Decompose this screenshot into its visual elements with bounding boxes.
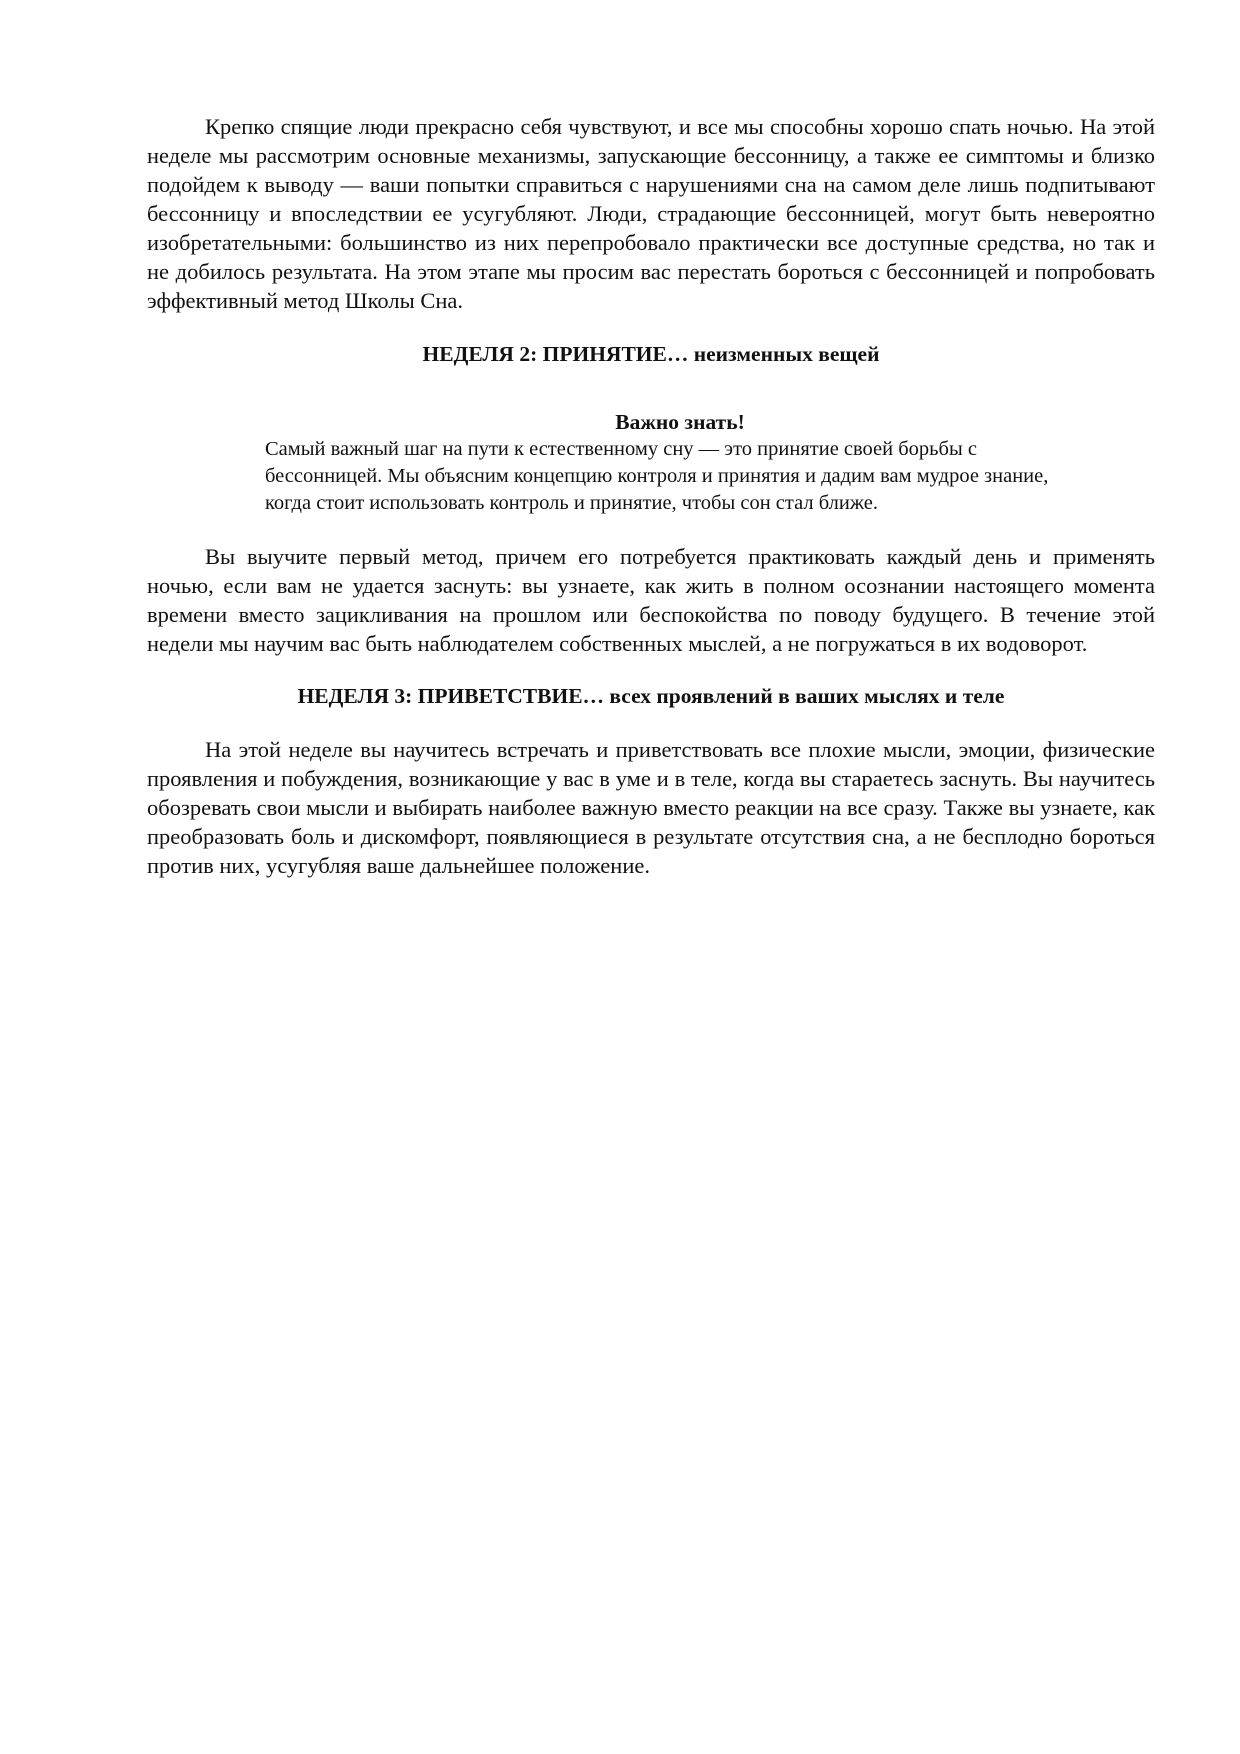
week3-heading: НЕДЕЛЯ 3: ПРИВЕТСТВИЕ… всех проявлений в ваших мыслях и теле — [297, 684, 1005, 708]
note-text: Самый важный шаг на пути к естественному сну — это принятие своей борьбы с бессонницей. Мы объясним концепцию контроля и принятия и дадим вам мудрое знание, когда стоит использовать контроль и принятие, чтобы сон стал ближе. — [265, 438, 1049, 514]
week2-paragraph: Вы выучите первый метод, причем его потребуется практиковать каждый день и применять ночью, если вам не удается заснуть: вы узнаете, как жить в полном осознании настоящего момента времени вместо зацикливания на прошлом или беспокойства по поводу будущего. В течение этой недели мы научим вас быть наблюдателем собственных мыслей, а не погружаться в их водоворот. — [147, 544, 1155, 656]
document-content — [147, 112, 1155, 880]
important-note — [265, 408, 1095, 517]
note-title: Важно знать! — [615, 410, 745, 434]
week2-heading: НЕДЕЛЯ 2: ПРИНЯТИЕ… неизменных вещей — [422, 342, 880, 366]
week3-paragraph: На этой неделе вы научитесь встречать и приветствовать все плохие мысли, эмоции, физические проявления и побуждения, возникающие у вас в уме и в теле, когда вы стараетесь заснуть. Вы научитесь обозревать свои мысли и выбирать наиболее важную вместо реакции на все сразу. Также вы узнаете, как преобразовать боль и дискомфорт, появляющиеся в результате отсутствия сна, а не бесплодно бороться против них, усугубляя ваше дальнейшее положение. — [147, 737, 1155, 878]
intro-paragraph: Крепко спящие люди прекрасно себя чувствуют, и все мы способны хорошо спать ночью. На этой неделе мы рассмотрим основные механизмы, запускающие бессонницу, а также ее симптомы и близко подойдем к выводу — ваши попытки справиться с нарушениями сна на самом деле лишь подпитывают бессонницу и впоследствии ее усугубляют. Люди, страдающие бессонницей, могут быть невероятно изобретательными: большинство из них перепробовало практически все доступные средства, но так и не добилось результата. На этом этапе мы просим вас перестать бороться с бессонницей и попробовать эффективный метод Школы Сна. — [147, 114, 1155, 313]
